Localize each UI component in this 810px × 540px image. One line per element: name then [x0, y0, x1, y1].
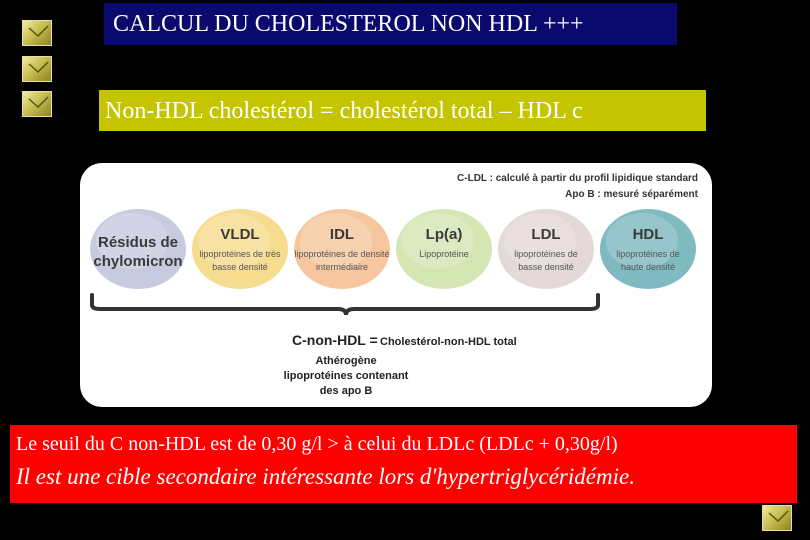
particle-3: [292, 207, 392, 291]
legend-cldl: C-LDL : calculé à partir du profil lipidique standard: [457, 173, 698, 184]
lipoprotein-figure: [80, 163, 712, 407]
slide-title: CALCUL DU CHOLESTEROL NON HDL +++: [104, 3, 677, 45]
particle-1: [88, 207, 188, 291]
particle-2: [190, 207, 290, 291]
particle-description: basse densité: [212, 262, 268, 272]
particle-name: Résidus de: [97, 234, 179, 251]
brace: [92, 295, 598, 315]
particle-name: LDL: [531, 226, 561, 243]
particle-description: lipoprotéines de densité: [294, 249, 390, 259]
formula-box: Non-HDL cholestérol = cholestérol total – HDL c: [99, 90, 706, 131]
highlight-note: [10, 425, 797, 503]
particle-description: lipoprotéines de très: [199, 249, 281, 259]
particle-description: haute densité: [620, 262, 676, 272]
contenant-label: lipoprotéines contenant: [283, 370, 409, 382]
lipoprotein-diagram: [80, 163, 712, 407]
particle-description: lipoprotéines de: [616, 249, 680, 259]
particle-description: intermédiaire: [315, 262, 369, 272]
particle-name: chylomicron: [93, 253, 183, 270]
cnonhdl-definition: Cholestérol-non-HDL total: [380, 336, 517, 348]
threshold-text: Le seuil du C non-HDL est de 0,30 g/l > à celui du LDLc (LDLc + 0,30g/l): [16, 433, 618, 455]
particle-4: [394, 207, 494, 291]
bullet-icon: [22, 56, 52, 82]
particle-description: lipoprotéines de: [514, 249, 578, 259]
next-slide-icon[interactable]: [762, 505, 792, 531]
atherogene-label: Athérogène: [315, 355, 377, 367]
cnonhdl-label: C-non-HDL =: [292, 332, 378, 348]
particle-6: [598, 207, 698, 291]
particle-name: VLDL: [220, 226, 260, 243]
particle-description: Lipoprotéine: [419, 249, 469, 259]
apob-label: des apo B: [319, 385, 373, 397]
particle-name: IDL: [329, 226, 355, 243]
particle-name: Lp(a): [425, 226, 463, 243]
bullet-icon: [22, 91, 52, 117]
particle-description: basse densité: [518, 262, 574, 272]
particle-5: [496, 207, 596, 291]
particle-name: HDL: [632, 226, 664, 243]
target-text: Il est une cible secondaire intéressante lors d'hypertriglycéridémie.: [16, 464, 635, 489]
legend-apob: Apo B : mesuré séparément: [565, 189, 698, 200]
bullet-icon: [22, 20, 52, 46]
